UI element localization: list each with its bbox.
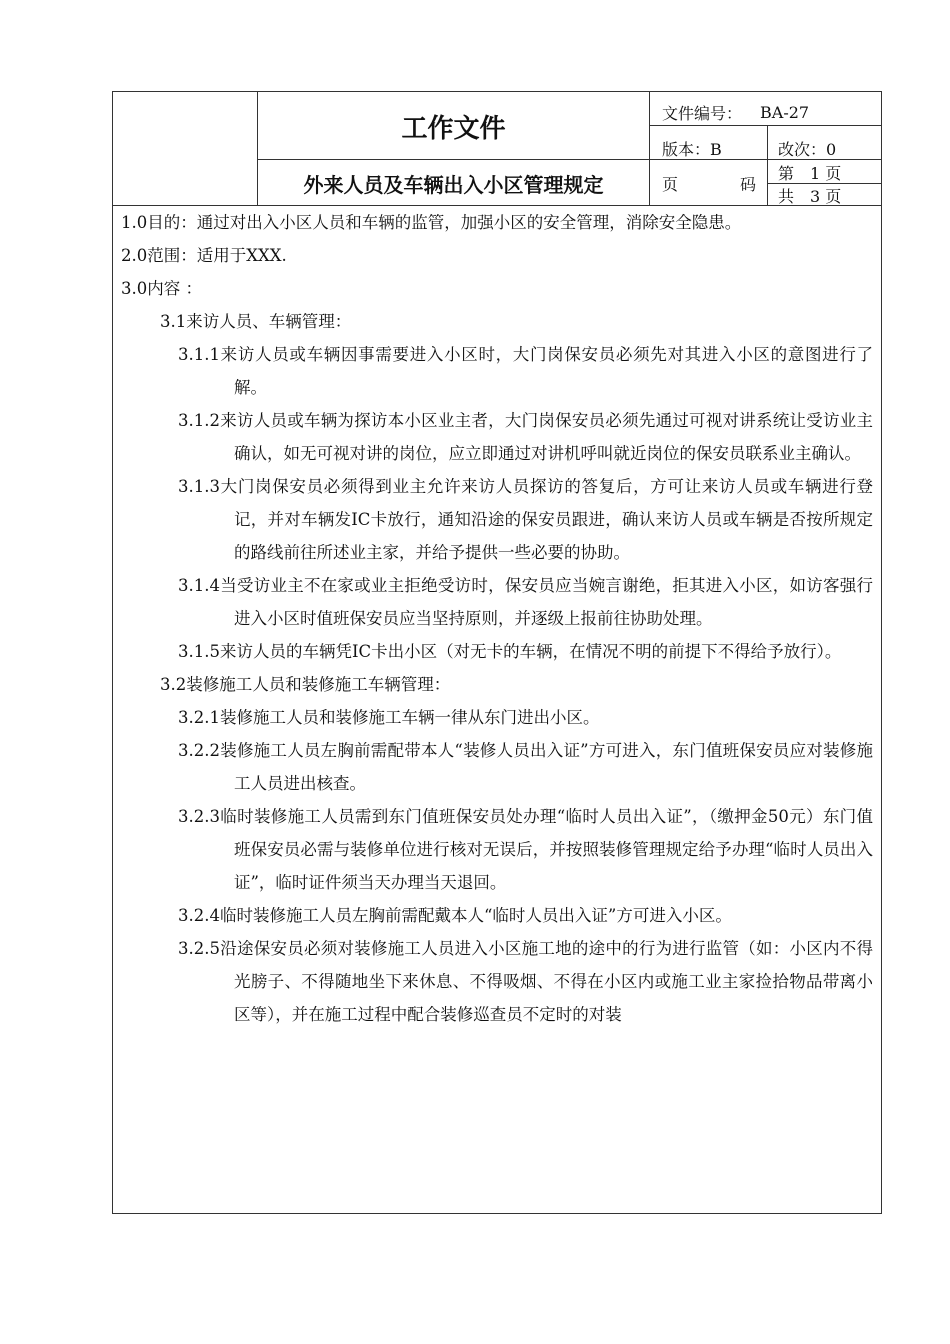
- revision-value: 改次：0: [778, 139, 837, 159]
- version-cell: [662, 135, 722, 161]
- clause-paragraph: 3.1.3大门岗保安员必须得到业主允许来访人员探访的答复后，方可让来访人员或车辆进行登记，并对车辆发IC卡放行，通知沿途的保安员跟进，确认来访人员或车辆是否按所规定的路线前往所述业主家，并给予提供一些必要的协助。: [178, 477, 873, 562]
- section-paragraph: 1.0目的：通过对出入小区人员和车辆的监管，加强小区的安全管理，消除安全隐患。: [121, 213, 742, 232]
- document-title: 外来人员及车辆出入小区管理规定: [303, 172, 604, 197]
- page-current: 第 1 页: [778, 163, 842, 183]
- section-paragraph: 2.0范围：适用于XXX.: [121, 246, 287, 265]
- clause-paragraph: 3.2.4临时装修施工人员左胸前需配戴本人“临时人员出入证”方可进入小区。: [178, 906, 732, 925]
- subsection-heading: 3.2装修施工人员和装修施工车辆管理：: [160, 675, 451, 694]
- page-label-cell: [662, 170, 766, 196]
- page-current-cell: [778, 160, 841, 184]
- header-divider: [649, 92, 650, 206]
- clause-paragraph: 3.2.1装修施工人员和装修施工车辆一律从东门进出小区。: [178, 708, 600, 727]
- doc-number-cell: [662, 99, 809, 125]
- page-label: 页 码: [662, 174, 767, 194]
- document-body: [113, 206, 881, 1031]
- clause-paragraph: 3.1.1来访人员或车辆因事需要进入小区时，大门岗保安员必须先对其进入小区的意图进行了解。: [178, 345, 873, 397]
- clause-paragraph: 3.2.2装修施工人员左胸前需配带本人“装修人员出入证”方可进入，东门值班保安员应对装修施工人员进出核查。: [178, 741, 873, 793]
- subsection-heading: 3.1来访人员、车辆管理：: [160, 312, 352, 331]
- header-divider: [767, 126, 768, 206]
- page-total-cell: [778, 184, 841, 206]
- clause-paragraph: 3.1.2来访人员或车辆为探访本小区业主者，大门岗保安员必须先通过可视对讲系统让受访业主确认，如无可视对讲的岗位，应立即通过对讲机呼叫就近岗位的保安员联系业主确认。: [178, 411, 873, 463]
- page-total: 共 3 页: [778, 186, 842, 206]
- doc-number-label: 文件编号：: [662, 103, 743, 123]
- clause-paragraph: 3.1.4当受访业主不在家或业主拒绝受访时，保安员应当婉言谢绝，拒其进入小区，如访客强行进入小区时值班保安员应当坚持原则，并逐级上报前往协助处理。: [178, 576, 873, 628]
- clause-paragraph: 3.1.5来访人员的车辆凭IC卡出小区（对无卡的车辆，在情况不明的前提下不得给予放行）。: [178, 642, 842, 661]
- section-paragraph: 3.0内容 ：: [121, 279, 202, 298]
- version-value: 版本：B: [662, 139, 722, 159]
- clause-paragraph: 3.2.3临时装修施工人员需到东门值班保安员处办理“临时人员出入证”，（缴押金50元）东门值班保安员必需与装修单位进行核对无误后，并按照装修管理规定给予办理“临时人员出入证”，临时证件须当天办理当天退回。: [178, 807, 873, 892]
- header-divider: [649, 125, 882, 126]
- revision-cell: [778, 135, 836, 161]
- document-type-title: 工作文件: [401, 113, 506, 144]
- clause-paragraph: 3.2.5沿途保安员必须对装修施工人员进入小区施工地的途中的行为进行监管（如：小区内不得光膀子、不得随地坐下来休息、不得吸烟、不得在小区内或施工业主家捡拾物品带离小区等），并在施工过程中配合装修巡查员不定时的对装: [178, 939, 873, 1024]
- doc-number-value: BA-27: [760, 102, 810, 122]
